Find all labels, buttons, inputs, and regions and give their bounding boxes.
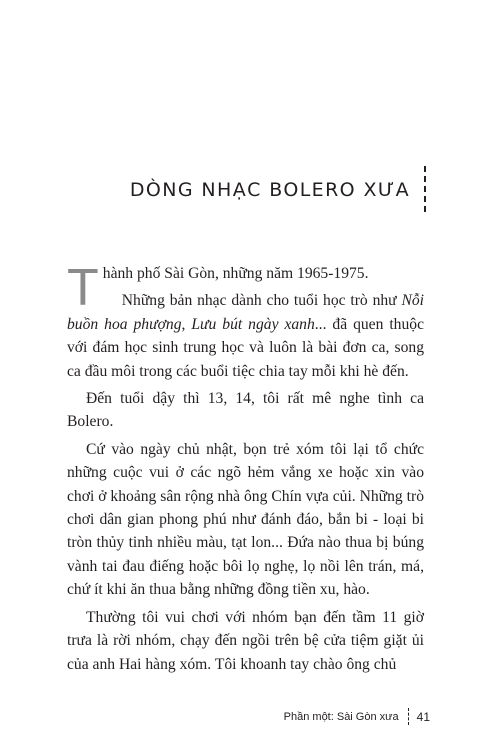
song-title-1: Nỗi buồn hoa phượng bbox=[67, 292, 424, 333]
paragraph-5: Thường tôi vui chơi với nhóm bạn đến tầm 11 giờ trưa là rời nhóm, chạy đến ngồi trên bệ cửa tiệm giặt ủi của anh Hai hàng xóm. Tôi khoanh tay chào ông chủ bbox=[67, 608, 424, 673]
running-head: Phần một: Sài Gòn xưa bbox=[283, 710, 399, 723]
drop-cap: T bbox=[67, 259, 99, 317]
page-footer bbox=[284, 708, 430, 725]
paragraph-3: Đến tuổi dậy thì 13, 14, tôi rất mê nghe tình ca Bolero. bbox=[67, 390, 424, 431]
paragraph-4: Cứ vào ngày chủ nhật, bọn trẻ xóm tôi lại tổ chức những cuộc vui ở các ngõ hẻm vắng xe hoặc xin vào chơi ở khoảng sân rộng nhà ông Chín vựa củi. Những trò chơi dân gian phong phú như đánh đáo, bắn bi - loại bi tròn thủy tinh nhiều màu, tạt lon... Đứa nào thua bị búng vành tai đau điếng hoặc bôi lọ nghẹ, lọ nồi lên trán, má, chứ ít khi ăn thua bằng những đồng tiền xu, hào. bbox=[67, 440, 424, 599]
footer-dashed-separator bbox=[408, 708, 409, 725]
page-number: 41 bbox=[416, 709, 430, 724]
chapter-title: DÒNG NHẠC BOLERO XƯA bbox=[129, 179, 410, 201]
paragraph-2-text-after: ... đã quen thuộc với đám học sinh trung học và luôn là bài đơn ca, song ca đầu môi trong các buổi tiệc chia tay mỗi khi hè đến. bbox=[67, 315, 424, 380]
song-title-2: Lưu bút ngày xanh bbox=[191, 315, 315, 333]
title-dashed-rule bbox=[424, 166, 426, 212]
paragraph-2-separator: , bbox=[181, 315, 192, 333]
paragraph-2 bbox=[67, 289, 424, 383]
body-text bbox=[67, 259, 424, 680]
paragraph-1-text: hành phố Sài Gòn, những năm 1965-1975. bbox=[102, 265, 369, 282]
paragraph-2-text-before: Những bản nhạc dành cho tuổi học trò như bbox=[121, 292, 402, 310]
